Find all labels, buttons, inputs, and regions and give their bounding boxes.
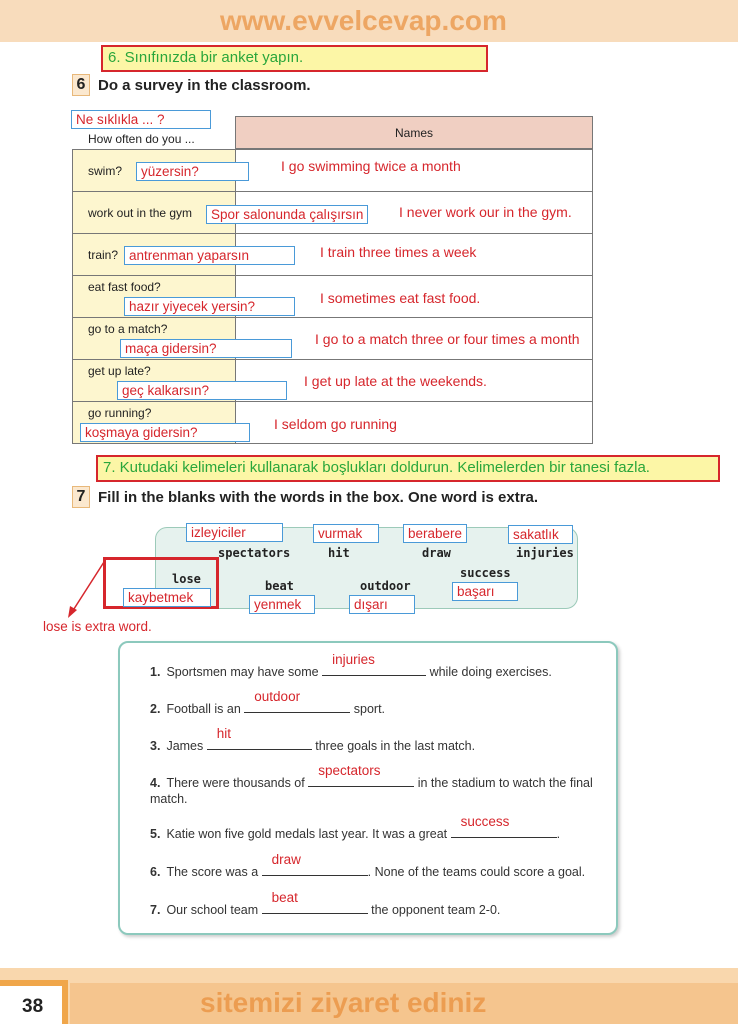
ex6-number: 6 [72, 74, 90, 96]
word: beat [265, 579, 294, 593]
survey-answer: I seldom go running [274, 416, 397, 432]
word: injuries [516, 546, 574, 560]
word-tr: vurmak [313, 524, 379, 543]
ex7-translation: 7. Kutudaki kelimeleri kullanarak boşlukları doldurun. Kelimelerden bir tanesi fazla. [96, 455, 720, 482]
word-tr: başarı [452, 582, 518, 601]
translation-tag: koşmaya gidersin? [80, 423, 250, 442]
word-tr: yenmek [249, 595, 315, 614]
answer: beat [271, 890, 298, 905]
ex6-title: Do a survey in the classroom. [98, 77, 311, 94]
translation-tag: yüzersin? [136, 162, 249, 181]
names-header: Names [235, 116, 593, 149]
watermark-line2: sitemizi ziyaret ediniz [200, 987, 487, 1018]
answer: hit [216, 726, 232, 741]
word-tr: izleyiciler [186, 523, 283, 542]
question-header-tr: Ne sıklıkla ... ? [71, 110, 211, 129]
sentence-1: 1. Sportsmen may have some injuries while doing exercises. [150, 652, 552, 679]
sentence-6: 6. The score was a draw . None of the teams could score a goal. [150, 852, 586, 879]
word: outdoor [360, 579, 411, 593]
sentence-2: 2. Football is an outdoor sport. [150, 689, 386, 716]
translation-tag: Spor salonunda çalışırsın [206, 205, 368, 224]
survey-answer: I train three times a week [320, 244, 477, 260]
ex7-title: Fill in the blanks with the words in the box. One word is extra. [98, 489, 539, 506]
translation-tag: hazır yiyecek yersin? [124, 297, 295, 316]
page-number: 38 [0, 980, 68, 1024]
survey-answer: I go to a match three or four times a month [315, 331, 580, 347]
question: swim? [73, 150, 236, 192]
answer: injuries [332, 652, 375, 667]
question: get up late? [73, 360, 236, 402]
word-tr: dışarı [349, 595, 415, 614]
arrow-icon [60, 560, 110, 620]
translation-tag: maça gidersin? [120, 339, 292, 358]
survey-answer: I get up late at the weekends. [304, 373, 487, 389]
word-tr: sakatlık [508, 525, 573, 544]
survey-answer: I never work our in the gym. [399, 204, 572, 220]
sentence-5: 5. Katie won five gold medals last year. It was a great success . [150, 814, 561, 841]
extra-word-note: lose is extra word. [43, 619, 152, 634]
question: go to a match? [73, 318, 236, 360]
answer: outdoor [254, 689, 301, 704]
sentence-3: 3. James hit three goals in the last match. [150, 726, 476, 753]
question: go running? [73, 402, 236, 444]
word: draw [422, 546, 451, 560]
ex7-number: 7 [72, 486, 90, 508]
question: train? [73, 234, 236, 276]
question: eat fast food? [73, 276, 236, 318]
question: work out in the gym [73, 192, 236, 234]
translation-tag: geç kalkarsın? [117, 381, 287, 400]
translation-tag: antrenman yaparsın [124, 246, 295, 265]
answer: spectators [318, 763, 381, 778]
answer: success [460, 814, 510, 829]
word-tr: berabere [403, 524, 467, 543]
watermark-line1: www.evvelcevap.com [220, 5, 507, 36]
word: hit [328, 546, 350, 560]
survey-answer: I go swimming twice a month [281, 158, 461, 174]
question-header: How often do you ... [88, 132, 195, 146]
answer: draw [271, 852, 301, 867]
word: lose [172, 572, 201, 586]
sentence-4: 4. There were thousands of spectators in the stadium to watch the final match. [150, 763, 593, 806]
survey-answer: I sometimes eat fast food. [320, 290, 481, 306]
ex6-translation: 6. Sınıfınızda bir anket yapın. [101, 45, 488, 72]
word: spectators [218, 546, 291, 560]
word: success [460, 566, 511, 580]
sentence-7: 7. Our school team beat the opponent team 2-0. [150, 890, 501, 917]
word-tr: kaybetmek [123, 588, 211, 607]
